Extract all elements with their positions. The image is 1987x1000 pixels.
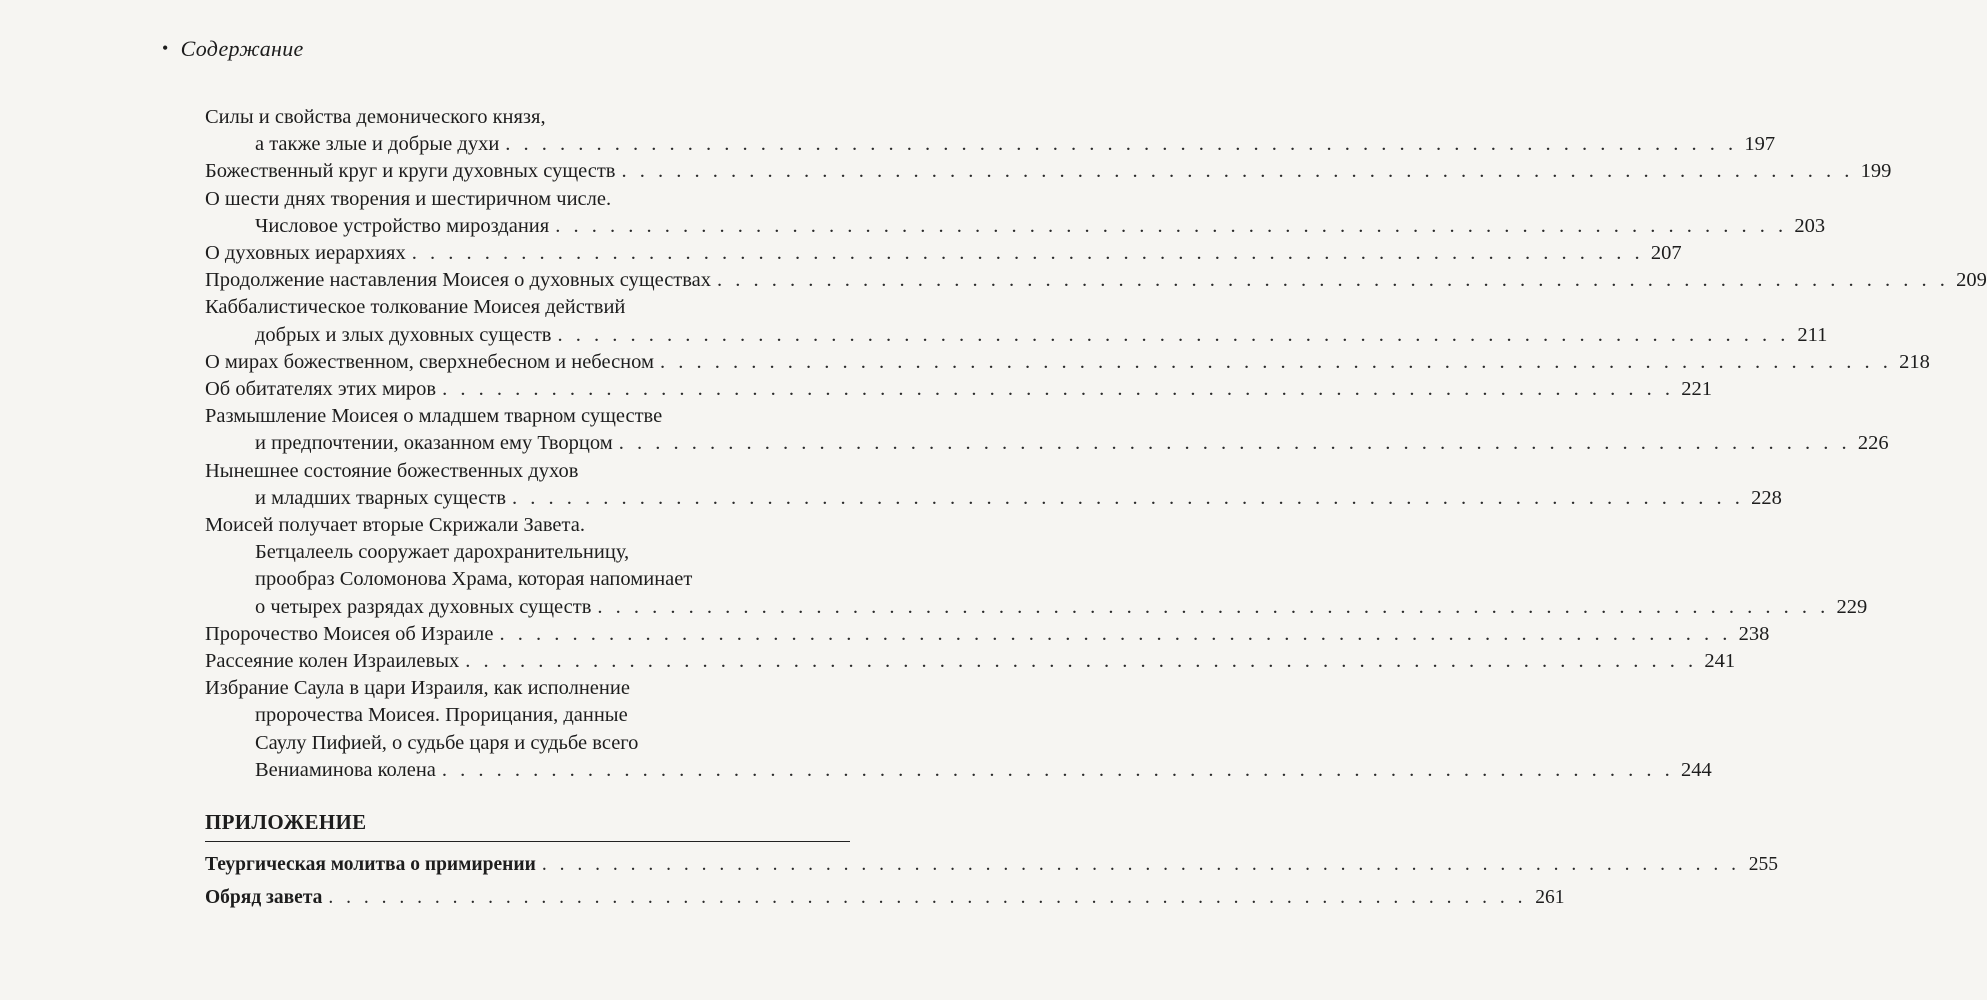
dot-leader: . . . . . . . . . . . . . . . . . . . . . . . . . . . . . . . . . . . . . . . . . . . . . . . . . . . . . . . . . . . . . . . . . . . .: [557, 323, 1790, 346]
toc-entry-page-number: 207: [1650, 242, 1682, 265]
toc-entry: [205, 458, 1782, 512]
toc-entry-last-line: [205, 485, 1782, 512]
toc-entry-last-line: [205, 267, 1987, 294]
toc-entry-title: Об обитателях этих миров: [205, 378, 437, 401]
toc-entry-title: Числовое устройство мироздания: [255, 214, 550, 237]
dot-leader: . . . . . . . . . . . . . . . . . . . . . . . . . . . . . . . . . . . . . . . . . . . . . . . . . . . . . . . . . . . . . . . . . . . .: [442, 378, 1674, 401]
toc-entry-title: Божественный круг и круги духовных существ: [205, 160, 616, 183]
toc-entry-line: Моисей получает вторые Скрижали Завета.: [205, 514, 585, 537]
dot-leader: . . . . . . . . . . . . . . . . . . . . . . . . . . . . . . . . . . . . . . . . . . . . . . . . . . . . . . . . . . . . . . . . . . . .: [555, 214, 1788, 237]
toc-entry-line: прообраз Соломонова Храма, которая напоминает: [255, 568, 693, 591]
toc-entry-line: Бетцалеель сооружает дарохранительницу,: [255, 541, 630, 564]
toc-entry: [205, 403, 1889, 457]
toc-entry-last-line: [205, 322, 1828, 349]
toc-entry-line: Саулу Пифией, о судьбе царя и судьбе всего: [255, 731, 639, 754]
toc-entry-title: О духовных иерархиях: [205, 242, 406, 265]
toc-entry: [205, 294, 1828, 348]
toc-entry-last-line: [205, 240, 1682, 267]
toc-entry-page-number: 218: [1899, 350, 1930, 373]
appendix-divider: [205, 841, 850, 842]
toc-entry: [205, 675, 1712, 784]
toc-entry-page-number: 209: [1956, 269, 1987, 292]
toc-entry-page-number: 238: [1738, 622, 1770, 645]
toc-entry-title: и младших тварных существ: [255, 486, 507, 509]
appendix-entry-title: Теургическая молитва о примирении: [205, 854, 536, 876]
dot-leader: . . . . . . . . . . . . . . . . . . . . . . . . . . . . . . . . . . . . . . . . . . . . . . . . . . . . . . . . . . . . . . . . . . . .: [499, 622, 1732, 645]
toc-entry-title: добрых и злых духовных существ: [255, 323, 552, 346]
toc-entry-last-line: [205, 594, 1868, 621]
dot-leader: . . . . . . . . . . . . . . . . . . . . . . . . . . . . . . . . . . . . . . . . . . . . . . . . . . . . . . . . . . . . . . . . . . . .: [541, 854, 1740, 876]
toc-entry-last-line: [205, 621, 1770, 648]
toc-entry-last-line: [205, 131, 1776, 158]
toc-entry-page-number: 228: [1751, 486, 1782, 509]
toc-entry-page-number: 244: [1681, 758, 1712, 781]
toc-entry: [205, 512, 1868, 621]
toc-entry-line: О шести днях творения и шестиричном числе.: [205, 187, 612, 210]
toc-entry-title: Вениаминова колена: [255, 758, 436, 781]
toc-entry-page-number: 203: [1794, 214, 1826, 237]
dot-leader: . . . . . . . . . . . . . . . . . . . . . . . . . . . . . . . . . . . . . . . . . . . . . . . . . . . . . . . . . . . . . . . . . . . .: [621, 160, 1854, 183]
toc-entry-page-number: 241: [1704, 650, 1736, 673]
toc-entry-last-line: [205, 213, 1826, 240]
toc-entry-last-line: [205, 376, 1712, 403]
table-of-contents: [205, 104, 1987, 914]
toc-entry-last-line: [205, 349, 1930, 376]
toc-entry-last-line: [205, 757, 1712, 784]
toc-entry-line: Каббалистическое толкование Моисея действий: [205, 296, 626, 319]
appendix-entry-page-number: 255: [1748, 854, 1778, 876]
toc-entry-page-number: 197: [1744, 133, 1776, 156]
toc-entry-last-line: [205, 158, 1892, 185]
dot-leader: . . . . . . . . . . . . . . . . . . . . . . . . . . . . . . . . . . . . . . . . . . . . . . . . . . . . . . . . . . . . . . . . . . . .: [465, 650, 1698, 673]
running-head-title: Содержание: [180, 36, 304, 61]
toc-entry: [205, 621, 1770, 648]
appendix-entry: [205, 881, 1565, 914]
dot-leader: . . . . . . . . . . . . . . . . . . . . . . . . . . . . . . . . . . . . . . . . . . . . . . . . . . . . . . . . . . . . . . . . . . . .: [618, 432, 1851, 455]
toc-entry: [205, 104, 1776, 158]
dot-leader: . . . . . . . . . . . . . . . . . . . . . . . . . . . . . . . . . . . . . . . . . . . . . . . . . . . . . . . . . . . . . . . . . . . .: [597, 595, 1830, 618]
toc-entry: [205, 240, 1682, 267]
appendix-entry-line: [205, 881, 1565, 914]
toc-entry-line: Нынешнее состояние божественных духов: [205, 459, 579, 482]
dot-leader: . . . . . . . . . . . . . . . . . . . . . . . . . . . . . . . . . . . . . . . . . . . . . . . . . . . . . . . . . . . . . . . . . . . .: [717, 269, 1949, 292]
toc-entry: [205, 186, 1826, 240]
appendix-entry-page-number: 261: [1535, 887, 1565, 909]
dot-leader: . . . . . . . . . . . . . . . . . . . . . . . . . . . . . . . . . . . . . . . . . . . . . . . . . . . . . . . . . . . . . . . . . . . .: [505, 133, 1738, 156]
toc-entry-line: Силы и свойства демонического князя,: [205, 106, 546, 128]
toc-entry-last-line: [205, 430, 1889, 457]
toc-entry-title: Продолжение наставления Моисея о духовных существах: [205, 269, 712, 292]
toc-entry-line: Избрание Саула в цари Израиля, как исполнение: [205, 677, 630, 700]
dot-leader: . . . . . . . . . . . . . . . . . . . . . . . . . . . . . . . . . . . . . . . . . . . . . . . . . . . . . . . . . . . . . . . . . . . .: [441, 758, 1674, 781]
toc-entry: [205, 158, 1892, 185]
dot-leader: . . . . . . . . . . . . . . . . . . . . . . . . . . . . . . . . . . . . . . . . . . . . . . . . . . . . . . . . . . . . . . . . . . . .: [328, 887, 1527, 909]
appendix-heading: ПРИЛОЖЕНИЕ: [205, 810, 367, 835]
toc-entry-line: пророчества Моисея. Прорицания, данные: [255, 704, 628, 727]
toc-entry-title: и предпочтении, оказанном ему Творцом: [255, 432, 613, 455]
bullet-icon: •: [162, 38, 169, 58]
toc-entry-title: Рассеяние колен Израилевых: [205, 650, 460, 673]
toc-entry-page-number: 211: [1797, 323, 1828, 346]
dot-leader: . . . . . . . . . . . . . . . . . . . . . . . . . . . . . . . . . . . . . . . . . . . . . . . . . . . . . . . . . . . . . . . . . . . .: [411, 242, 1644, 265]
toc-entry-page-number: 226: [1857, 432, 1889, 455]
toc-entry: [205, 376, 1712, 403]
toc-entry: [205, 267, 1987, 294]
appendix-entry-title: Обряд завета: [205, 887, 323, 909]
toc-entry-title: Пророчество Моисея об Израиле: [205, 622, 494, 645]
toc-entry-page-number: 229: [1836, 595, 1868, 618]
toc-entry-line: Размышление Моисея о младшем тварном существе: [205, 405, 663, 428]
toc-entry: [205, 349, 1930, 376]
toc-entry-title: О мирах божественном, сверхнебесном и небесном: [205, 350, 654, 373]
toc-entry-title: а также злые и добрые духи: [255, 133, 500, 156]
toc-entry: [205, 648, 1736, 675]
running-head: [162, 36, 304, 62]
appendix-entry-line: [205, 848, 1778, 881]
toc-entry-page-number: 199: [1860, 160, 1892, 183]
toc-entry-page-number: 221: [1681, 378, 1712, 401]
toc-entry-last-line: [205, 648, 1736, 675]
appendix-entry: [205, 848, 1778, 881]
dot-leader: . . . . . . . . . . . . . . . . . . . . . . . . . . . . . . . . . . . . . . . . . . . . . . . . . . . . . . . . . . . . . . . . . . . .: [659, 350, 1892, 373]
toc-entry-title: о четырех разрядах духовных существ: [255, 595, 592, 618]
dot-leader: . . . . . . . . . . . . . . . . . . . . . . . . . . . . . . . . . . . . . . . . . . . . . . . . . . . . . . . . . . . . . . . . . . . .: [512, 486, 1744, 509]
